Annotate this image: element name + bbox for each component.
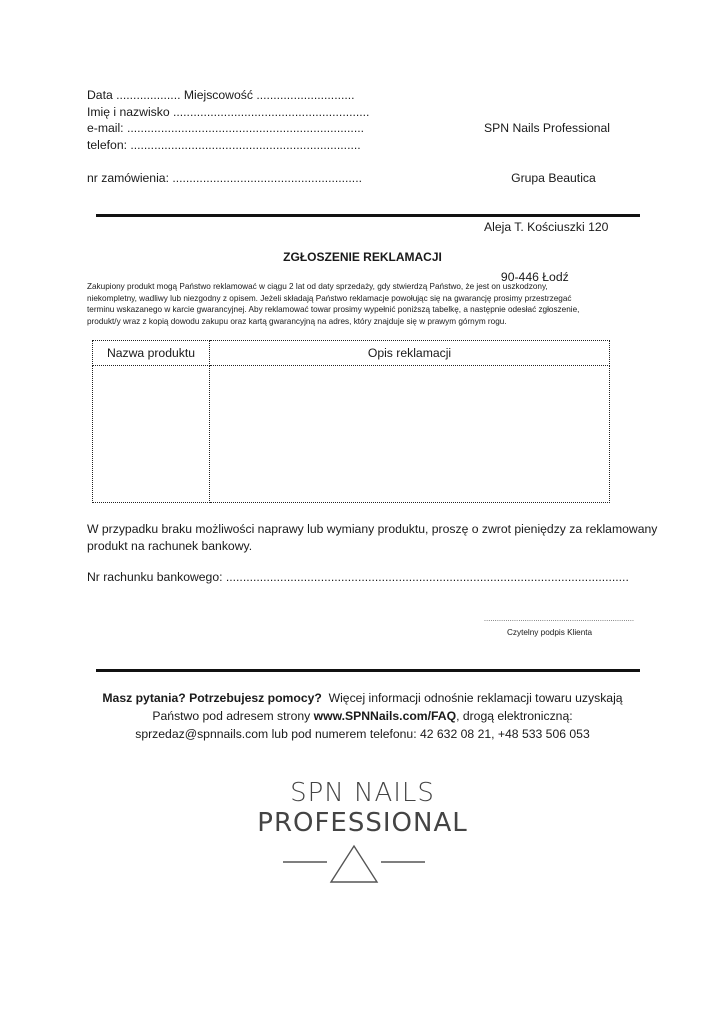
bottom-divider	[96, 669, 640, 672]
refund-text	[87, 521, 657, 554]
signature-line: ......................................................................	[484, 616, 635, 623]
logo-triangle-icon	[283, 842, 425, 886]
product-name-header: Nazwa produktu	[93, 341, 210, 366]
help-line-1	[0, 689, 725, 707]
intro-text	[87, 281, 579, 327]
order-number-field: nr zamówienia: ........................................................	[87, 171, 362, 185]
customer-fields	[87, 87, 369, 153]
complaint-description-header: Opis reklamacji	[210, 341, 610, 366]
email-field: e-mail: ......................................................................	[87, 121, 364, 135]
refund-line: produkt na rachunek bankowy.	[87, 538, 253, 553]
date-place-field: Data ................... Miejscowość .............................	[87, 88, 355, 102]
help-text: Państwo pod adresem strony	[152, 709, 314, 723]
address-line: 90-446 Łodź	[484, 269, 569, 284]
company-address	[484, 87, 610, 302]
help-question: Masz pytania? Potrzebujesz pomocy?	[102, 691, 322, 705]
form-title: ZGŁOSZENIE REKLAMACJI	[283, 250, 442, 264]
faq-link[interactable]: www.SPNNails.com/FAQ	[313, 709, 457, 723]
help-line-3: sprzedaz@spnnails.com lub pod numerem telefonu: 42 632 08 21, +48 533 506 053	[135, 727, 590, 741]
table-header-row	[93, 341, 610, 366]
help-text: , drogą elektroniczną:	[456, 709, 573, 723]
top-divider	[96, 214, 640, 217]
phone-field: telefon: ....................................................................	[87, 137, 361, 152]
intro-line: Zakupiony produkt mogą Państwo reklamować w ciągu 2 lat od daty sprzedaży, gdy stwierdzą Państwo, że jest on uszkodzony,	[87, 282, 548, 291]
bank-account-field: Nr rachunku bankowego: .......................................................................................................................	[87, 570, 629, 584]
intro-line: produkt/y wraz z kopią dowodu zakupu oraz kartą gwarancyjną na adres, który znajduje się w prawym górnym rogu.	[87, 316, 507, 326]
intro-line: niekompletny, wadliwy lub niezgodny z opisem. Jeżeli składają Państwo reklamacje powołując się na gwarancję prosimy przestrzegać	[87, 293, 572, 303]
help-line-2	[0, 707, 725, 725]
complaint-description-cell[interactable]	[210, 366, 610, 503]
intro-line: terminu wskazanego w karcie gwarancyjnej. Aby reklamować towar prosimy wypełnić poniższą tabelkę, a następnie odesłać zgłoszenie,	[87, 305, 580, 315]
name-field: Imię i nazwisko ..........................................................	[87, 104, 370, 119]
address-line: SPN Nails Professional	[484, 121, 610, 135]
address-line: Grupa Beautica	[484, 170, 596, 185]
logo-line-2: PROFESSIONAL	[257, 808, 468, 838]
help-section	[0, 689, 725, 743]
refund-line: W przypadku braku możliwości naprawy lub wymiany produktu, proszę o zwrot pieniędzy za reklamowany	[87, 522, 658, 536]
address-line: Aleja T. Kościuszki 120	[484, 220, 609, 234]
signature-label: Czytelny podpis Klienta	[507, 628, 593, 637]
logo-line-1: SPN NAILS	[290, 778, 435, 808]
help-text: Więcej informacji odnośnie reklamacji towaru uzyskają	[321, 691, 623, 705]
table-row	[93, 366, 610, 503]
product-name-cell[interactable]	[93, 366, 210, 503]
complaint-table	[92, 340, 610, 503]
